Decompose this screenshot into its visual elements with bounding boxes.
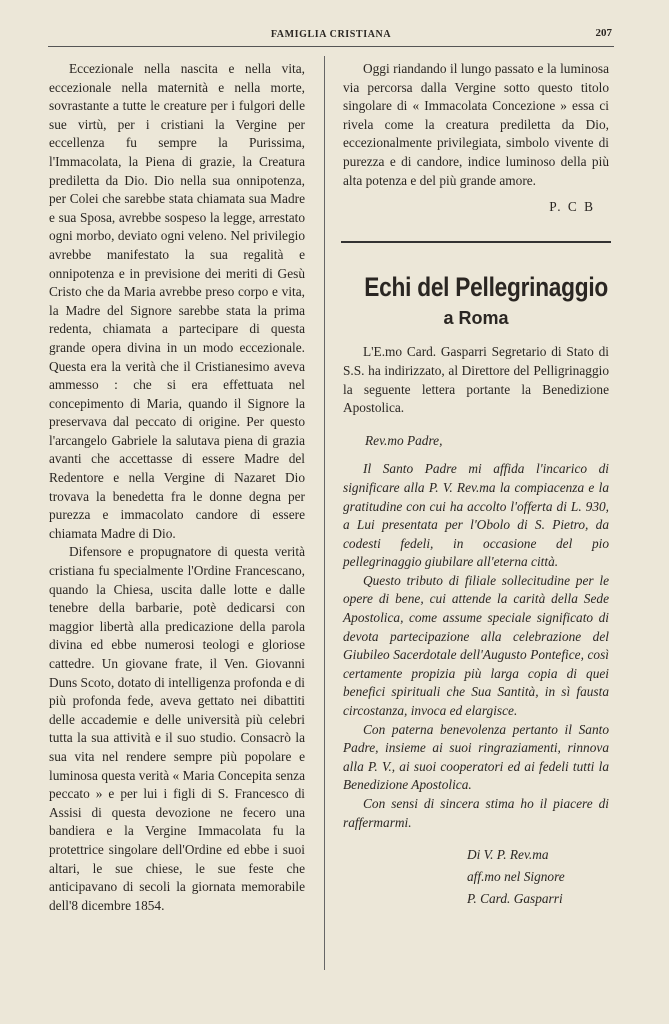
page-header [48,22,614,47]
letter-salutation: Rev.mo Padre, [365,432,443,448]
column-divider [324,56,325,970]
closing-line: aff.mo nel Signore [467,869,565,885]
article-subheadline: a Roma [443,307,509,328]
letter-paragraph: Questo tributo di filiale sollecitudine per le opere di bene, cui attende la carità della Sede Apostolica, come assume speciale significato di devota partecipazione alla celebrazione del Giubileo Sacerdotale dell'Augusto Pontefice, così certamente propizia più larga copia di quei benefici spirituali che Sua Santità, in sì fausta circostanza, invoca ed elargisce. [343,572,609,719]
article-paragraph: Difensore e propugnatore di questa verità cristiana fu specialmente l'Ordine Francescano, quando la Chiesa, uscita dalle lotte e dalle tenebre della barbarie, potè dedicarsi con maggior libertà alla predicazione della parola divina ed ebbe numerosi teologi e gloriose cattedre. Un giovane frate, il Ven. Giovanni Duns Scoto, dotato di intelligenza profonda e di più profonda fede, aveva gettato nei dibattiti delle accademie e delle università più celebri tutta la sua attività e il suo studio. Consacrò la sua vita nel rendere sempre più popolare e luminosa questa verità « Maria Concepita senza peccato » e per lui i figli di S. Francesco di Assisi di questa devozione ne fecero una bandiera e la Vergine Immacolata fu la protettrice singolare dell'Ordine ed ebbe i suoi altari, le sue chiese, le sue feste che anticipavano di secoli la giornata memorabile dell'8 dicembre 1854. [49,544,305,913]
closing-line: Di V. P. Rev.ma [467,847,549,863]
letter-body [343,460,609,832]
page-number: 207 [595,27,612,39]
letter-paragraph: Con sensi di sincera stima ho il piacere di raffermarmi. [343,796,609,830]
author-signature: P. C B [549,199,595,215]
article-paragraph: Oggi riandando il lungo passato e la luminosa via percorsa dalla Vergine sotto questo titolo singolare di « Immacolata Concezione » essa ci rivela come la creatura prediletta da Dio, eccezionalmente privilegiata, simbolo vivente di purezza e di candore, indice luminoso della più alta potenza e del più grande amore. [343,61,609,188]
magazine-title: FAMIGLIA CRISTIANA [270,29,392,40]
letter-closing [343,844,609,910]
left-column [49,60,305,915]
article-headline: Echi del Pellegrinaggio [364,271,609,302]
article-paragraph: Eccezionale nella nascita e nella vita, eccezionale nella maternità e nella morte, sovrastante a tutte le creature per i fulgori delle sue virtù, per i cristiani la Vergine per eccellenza fu sempre la Purissima, l'Immacolata, la Piena di grazie, la Creatura prediletta da Dio. Dio nella sua onnipotenza, per Colei che sarebbe stata chiamata sua Madre e sua Sposa, avrebbe sospeso la legge, arrestato ogni morbo, deviato ogni veleno. Nel privilegio avrebbe manifestato la sua regalità e onnipotenza e in previsione dei meriti di Gesù Cristo che da Maria avrebbe preso corpo e vita, la Madre del Signore sarebbe stata la prima redenta, chiamata a partecipare di questa grande opera divina in un modo eccezionale. Questa era la verità che il Cristianesimo aveva ammesso : che si era effettuata nel concepimento di Maria, quando il Signore la preservava dal peccato di origine. Per questo l'arcangelo Gabriele la salutava piena di grazia avanti che accettasse di essere Madre del Redentore e nella Vergine di Nazaret Dio trovava la benedetta fra le donne degna per purezza e immacolato candore di essere chiamata Madre di Dio. [49,61,305,541]
article-intro: L'E.mo Card. Gasparri Segretario di Stato di S.S. ha indirizzato, al Direttore del Pelligrinaggio la seguente lettera portante la Benedizione Apostolica. [343,344,609,416]
letter-paragraph: Il Santo Padre mi affida l'incarico di significare alla P. V. Rev.ma la compiacenza e la gratitudine con cui ha accolto l'offerta di L. 930, a Lui presentata per l'Obolo di S. Pietro, da codesti fedeli, in occasione del pio pellegrinaggio giubilare all'eterna città. [343,461,609,570]
right-column [343,60,609,910]
letter-signatory: P. Card. Gasparri [467,891,563,907]
section-divider [341,241,611,243]
letter-paragraph: Con paterna benevolenza pertanto il Santo Padre, insieme ai suoi ringraziamenti, rinnova alla P. V., ai suoi cooperatori ed ai fedeli tutti la Benedizione Apostolica. [343,721,609,793]
